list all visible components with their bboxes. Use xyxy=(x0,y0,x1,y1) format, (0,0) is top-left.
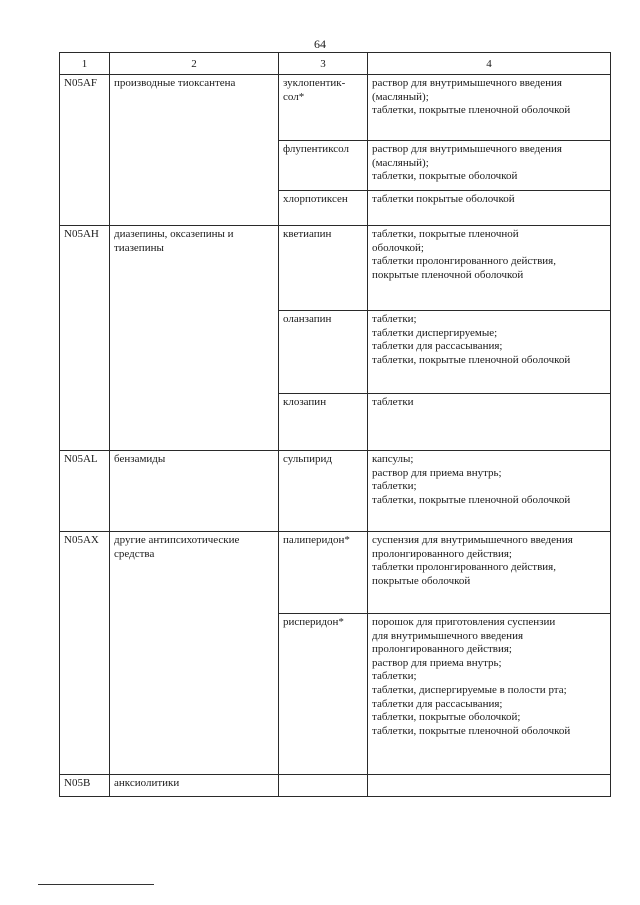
cell-line: рисперидон* xyxy=(283,616,344,628)
cell-line: палиперидон* xyxy=(283,534,350,546)
cell-line: тиазепины xyxy=(114,241,164,254)
cell-line: таблетки пролонгированного действия, xyxy=(372,561,556,574)
drug-name-cell xyxy=(279,226,368,311)
dosage-forms-cell xyxy=(368,191,611,226)
table-body xyxy=(60,75,611,797)
header-col-2: 2 xyxy=(110,53,279,75)
cell-line: оболочкой; xyxy=(372,241,424,254)
group-name-cell xyxy=(110,226,279,451)
page-number: 64 xyxy=(314,37,326,51)
cell-line: производные тиоксантена xyxy=(114,77,236,89)
footnote-rule xyxy=(38,884,154,885)
atc-code-cell: N05AL xyxy=(60,451,110,532)
dosage-forms-cell xyxy=(368,775,611,797)
drug-name-cell xyxy=(279,532,368,614)
dosage-forms-cell xyxy=(368,141,611,191)
group-name-cell xyxy=(110,75,279,226)
cell-line: бензамиды xyxy=(114,453,166,465)
dosage-forms-cell xyxy=(368,451,611,532)
header-col-1: 1 xyxy=(60,53,110,75)
cell-line: покрытые пленочной оболочкой xyxy=(372,268,524,281)
cell-line: таблетки, покрытые пленочной оболочкой xyxy=(372,104,571,117)
cell-line: флупентиксол xyxy=(283,143,349,155)
cell-line: раствор для приема внутрь; xyxy=(372,466,502,479)
cell-line: другие антипсихотические xyxy=(114,534,240,546)
cell-line: пролонгированного действия; xyxy=(372,547,512,560)
cell-line: капсулы; xyxy=(372,453,414,465)
cell-line: сульпирид xyxy=(283,453,333,465)
cell-line: порошок для приготовления суспензии xyxy=(372,616,556,628)
atc-code-cell: N05B xyxy=(60,775,110,797)
table-header-row xyxy=(60,53,611,75)
cell-line: таблетки; xyxy=(372,480,417,493)
drug-table xyxy=(59,52,611,797)
cell-line: зуклопентик- xyxy=(283,77,346,89)
cell-line: пролонгированного действия; xyxy=(372,643,512,656)
drug-name-cell xyxy=(279,191,368,226)
cell-line: таблетки xyxy=(372,396,414,408)
cell-line: покрытые оболочкой xyxy=(372,574,471,587)
group-name-cell xyxy=(110,451,279,532)
dosage-forms-cell xyxy=(368,394,611,451)
cell-line: таблетки, покрытые пленочной оболочкой xyxy=(372,493,571,506)
cell-line: таблетки пролонгированного действия, xyxy=(372,255,556,268)
cell-line: таблетки; xyxy=(372,313,417,325)
dosage-forms-cell xyxy=(368,311,611,394)
cell-line: таблетки, покрытые оболочкой xyxy=(372,170,518,183)
cell-line: хлорпотиксен xyxy=(283,193,348,205)
drug-name-cell xyxy=(279,775,368,797)
dosage-forms-cell xyxy=(368,532,611,614)
cell-line: (масляный); xyxy=(372,90,429,103)
cell-line: таблетки, покрытые пленочной оболочкой xyxy=(372,353,571,366)
cell-line: для внутримышечного введения xyxy=(372,629,524,642)
cell-line: диазепины, оксазепины и xyxy=(114,228,234,240)
table-row xyxy=(60,775,611,797)
group-name-cell xyxy=(110,532,279,775)
atc-code-cell: N05AX xyxy=(60,532,110,775)
cell-line: раствор для приема внутрь; xyxy=(372,656,502,669)
cell-line: клозапин xyxy=(283,396,327,408)
table-row xyxy=(60,451,611,532)
cell-line: оланзапин xyxy=(283,313,332,325)
cell-line: таблетки; xyxy=(372,670,417,683)
table-row xyxy=(60,226,611,311)
cell-line: таблетки диспергируемые; xyxy=(372,326,498,339)
dosage-forms-cell xyxy=(368,614,611,775)
header-col-3: 3 xyxy=(279,53,368,75)
cell-line: анксиолитики xyxy=(114,777,180,789)
dosage-forms-cell xyxy=(368,75,611,141)
cell-line: суспензия для внутримышечного введения xyxy=(372,534,573,546)
cell-line: таблетки для рассасывания; xyxy=(372,697,503,710)
drug-name-cell xyxy=(279,75,368,141)
cell-line: таблетки, диспергируемые в полости рта; xyxy=(372,683,567,696)
cell-line: таблетки, покрытые пленочной оболочкой xyxy=(372,724,571,737)
cell-line: таблетки покрытые оболочкой xyxy=(372,193,515,205)
atc-code-cell: N05AH xyxy=(60,226,110,451)
cell-line: раствор для внутримышечного введения xyxy=(372,143,562,155)
drug-name-cell xyxy=(279,311,368,394)
cell-line: (масляный); xyxy=(372,156,429,169)
cell-line: раствор для внутримышечного введения xyxy=(372,77,562,89)
drug-name-cell xyxy=(279,141,368,191)
atc-code-cell: N05AF xyxy=(60,75,110,226)
cell-line: средства xyxy=(114,547,155,560)
cell-line: сол* xyxy=(283,90,305,103)
cell-line: таблетки, покрытые пленочной xyxy=(372,228,519,240)
dosage-forms-cell xyxy=(368,226,611,311)
group-name-cell xyxy=(110,775,279,797)
cell-line: таблетки для рассасывания; xyxy=(372,340,503,353)
drug-name-cell xyxy=(279,394,368,451)
table-row xyxy=(60,532,611,614)
drug-name-cell xyxy=(279,451,368,532)
drug-name-cell xyxy=(279,614,368,775)
cell-line: таблетки, покрытые оболочкой; xyxy=(372,711,521,724)
cell-line: кветиапин xyxy=(283,228,332,240)
header-col-4: 4 xyxy=(368,53,611,75)
table-row xyxy=(60,75,611,141)
